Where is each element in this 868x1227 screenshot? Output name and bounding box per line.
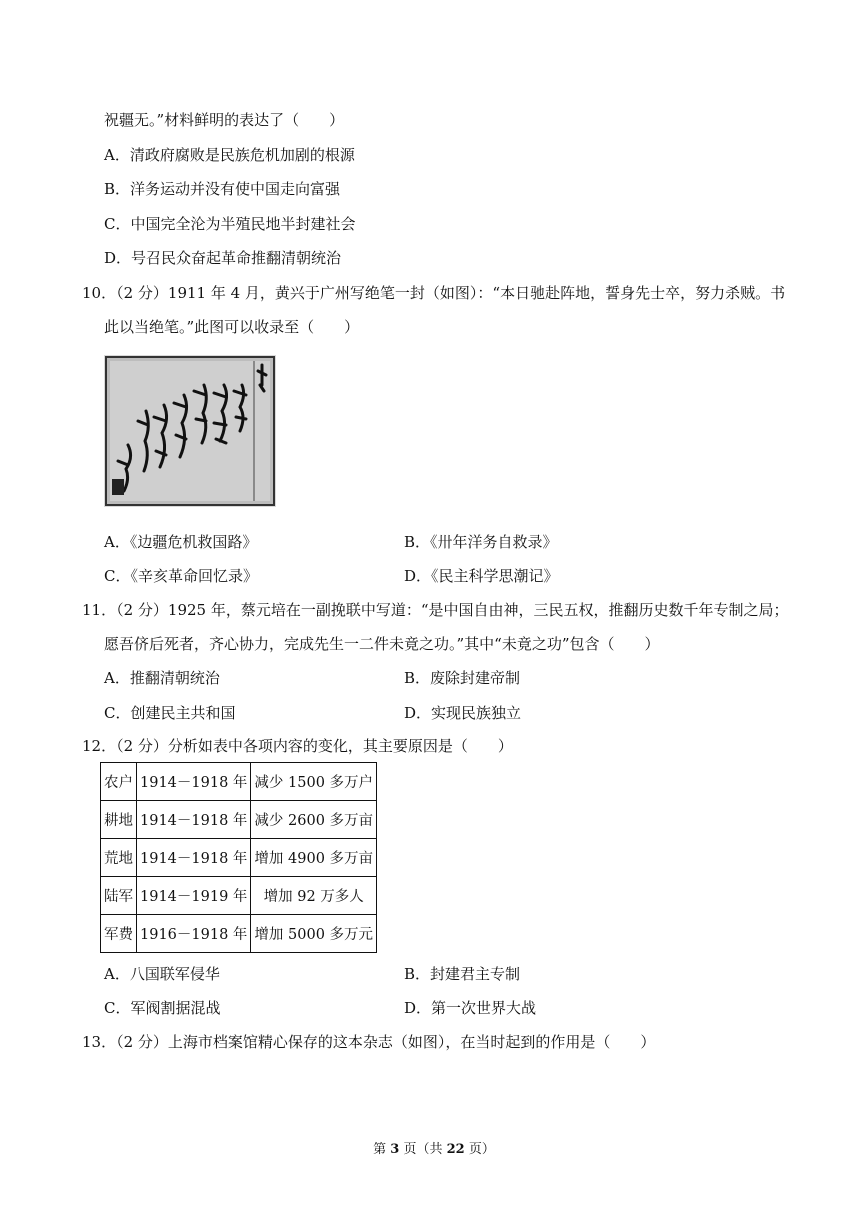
- q12-stem: 12．（2 分）分析如表中各项内容的变化，其主要原因是（ ）: [82, 737, 513, 755]
- q9-option-a: A．清政府腐败是民族危机加剧的根源: [104, 146, 355, 164]
- footer-prefix: 第: [373, 1142, 391, 1157]
- table-cell: 荒地: [101, 839, 137, 877]
- q10-option-d: D．《民主科学思潮记》: [404, 567, 559, 585]
- table-cell: 减少 2600 多万亩: [251, 801, 377, 839]
- table-cell: 减少 1500 多万户: [251, 763, 377, 801]
- q10-option-a: A．《边疆危机救国路》: [104, 533, 258, 551]
- q11-stem-line1: 11．（2 分）1925 年，蔡元培在一副挽联中写道：“是中国自由神，三民五权，推翻历史数千年专制之局；: [82, 601, 789, 619]
- table-cell: 耕地: [101, 801, 137, 839]
- table-row: [101, 877, 377, 915]
- table-cell: 陆军: [101, 877, 137, 915]
- table-row: [101, 915, 377, 953]
- q11-option-a: A．推翻清朝统治: [104, 669, 220, 687]
- q12-option-b: B．封建君主专制: [404, 965, 521, 983]
- table-row: [101, 763, 377, 801]
- table-cell: 增加 5000 多万元: [251, 915, 377, 953]
- table-cell: 增加 92 万多人: [251, 877, 377, 915]
- q10-option-b: B．《卅年洋务自救录》: [404, 533, 558, 551]
- q11-option-b: B．废除封建帝制: [404, 669, 521, 687]
- huang-xing-letter-image: [104, 355, 276, 507]
- q10-stem-line2: 此以当绝笔。”此图可以收录至（ ）: [104, 318, 360, 336]
- table-cell: 1914－1919 年: [137, 877, 251, 915]
- table-cell: 增加 4900 多万亩: [251, 839, 377, 877]
- q12-data-table: [100, 762, 377, 953]
- q10-stem-line1: 10．（2 分）1911 年 4 月，黄兴于广州写绝笔一封（如图）：“本日驰赴阵地，誓身先士卒，努力杀贼。书: [82, 284, 786, 302]
- q12-option-c: C．军阀割据混战: [104, 999, 221, 1017]
- footer-suffix: 页）: [464, 1142, 495, 1157]
- page-footer: [0, 1138, 868, 1157]
- table-cell: 1914－1918 年: [137, 763, 251, 801]
- table-cell: 农户: [101, 763, 137, 801]
- table-row: [101, 839, 377, 877]
- q11-option-d: D．实现民族独立: [404, 704, 522, 722]
- q9-continuation: 祝疆无。”材料鲜明的表达了（ ）: [104, 111, 345, 129]
- q9-option-c: C．中国完全沦为半殖民地半封建社会: [104, 215, 356, 233]
- table-cell: 1914－1918 年: [137, 801, 251, 839]
- table-cell: 1914－1918 年: [137, 839, 251, 877]
- table-row: [101, 801, 377, 839]
- q9-option-b: B．洋务运动并没有使中国走向富强: [104, 180, 341, 198]
- q11-stem-line2: 愿吾侪后死者，齐心协力，完成先生一二件未竟之功。”其中“未竟之功”包含（ ）: [104, 635, 660, 653]
- table-cell: 1916－1918 年: [137, 915, 251, 953]
- q12-option-a: A．八国联军侵华: [104, 965, 220, 983]
- table-cell: 军费: [101, 915, 137, 953]
- total-pages: 22: [446, 1142, 465, 1157]
- q11-option-c: C．创建民主共和国: [104, 704, 236, 722]
- q13-stem: 13．（2 分）上海市档案馆精心保存的这本杂志（如图），在当时起到的作用是（ ）: [82, 1033, 656, 1051]
- q10-option-c: C．《辛亥革命回忆录》: [104, 567, 258, 585]
- page-number: 3: [390, 1142, 400, 1157]
- footer-mid: 页（共: [399, 1142, 447, 1157]
- q12-option-d: D．第一次世界大战: [404, 999, 537, 1017]
- q9-option-d: D．号召民众奋起革命推翻清朝统治: [104, 249, 342, 267]
